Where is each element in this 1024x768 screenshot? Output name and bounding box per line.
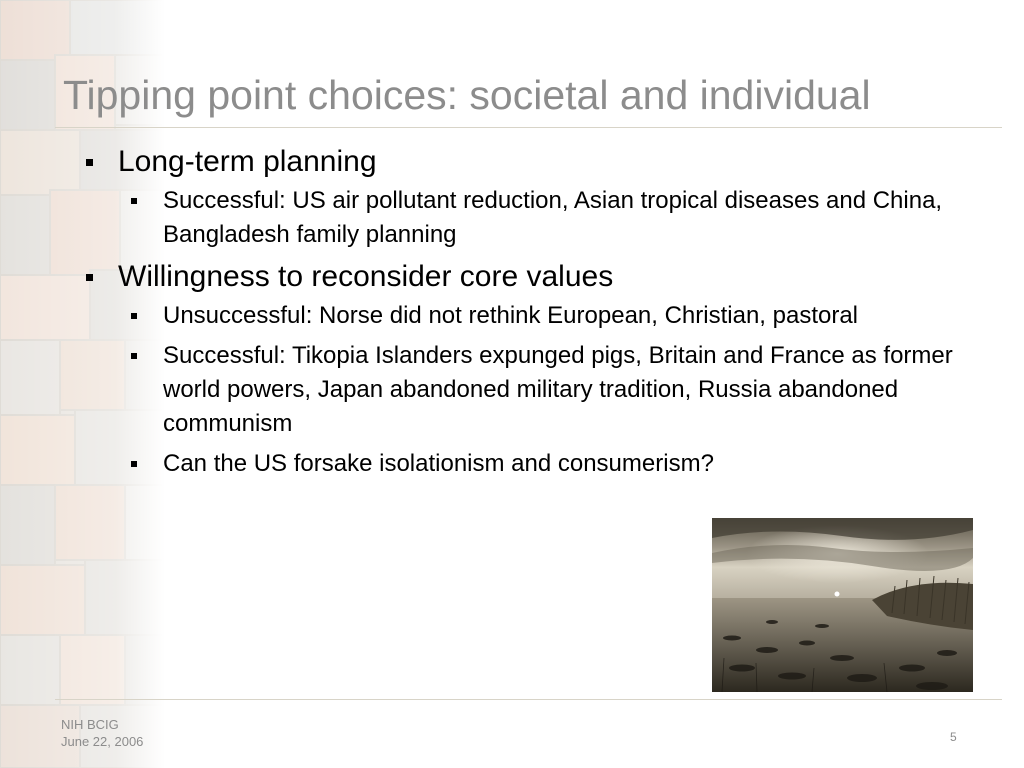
bullet-text: Unsuccessful: Norse did not rethink European, Christian, pastoral: [163, 302, 859, 329]
bullet-level2: [82, 184, 1002, 252]
square-bullet-icon: [86, 274, 93, 281]
bullet-level2: [82, 299, 1002, 333]
bullet-text: Successful: US air pollutant reduction, Asian tropical diseases and China, Bangladesh family planning: [163, 187, 943, 248]
title-divider: [55, 127, 1002, 128]
bullet-text: Can the US forsake isolationism and consumerism?: [163, 450, 714, 477]
footer-divider: [55, 699, 1002, 700]
footer-org: NIH BCIG: [61, 717, 119, 732]
bullet-text: Successful: Tikopia Islanders expunged pigs, Britain and France as former world powers, Japan abandoned military tradition, Russia abandoned communism: [163, 342, 953, 437]
bullet-level1: [82, 143, 1002, 181]
bullet-text: Long-term planning: [118, 145, 377, 178]
footer-date: June 22, 2006: [61, 734, 144, 749]
square-bullet-icon: [131, 313, 137, 319]
bullet-level2: [82, 339, 1002, 441]
sepia-wetland-photo: [712, 518, 973, 692]
bullet-text: Willingness to reconsider core values: [118, 260, 614, 293]
square-bullet-icon: [131, 461, 137, 467]
square-bullet-icon: [131, 353, 137, 359]
square-bullet-icon: [131, 198, 137, 204]
bullet-level2: [82, 447, 1002, 481]
footer-info: [61, 716, 143, 750]
slide-number: 5: [950, 730, 957, 744]
slide-title: Tipping point choices: societal and individual: [63, 72, 871, 118]
square-bullet-icon: [86, 159, 93, 166]
bullet-list: [82, 143, 1002, 487]
bullet-level1: [82, 258, 1002, 296]
